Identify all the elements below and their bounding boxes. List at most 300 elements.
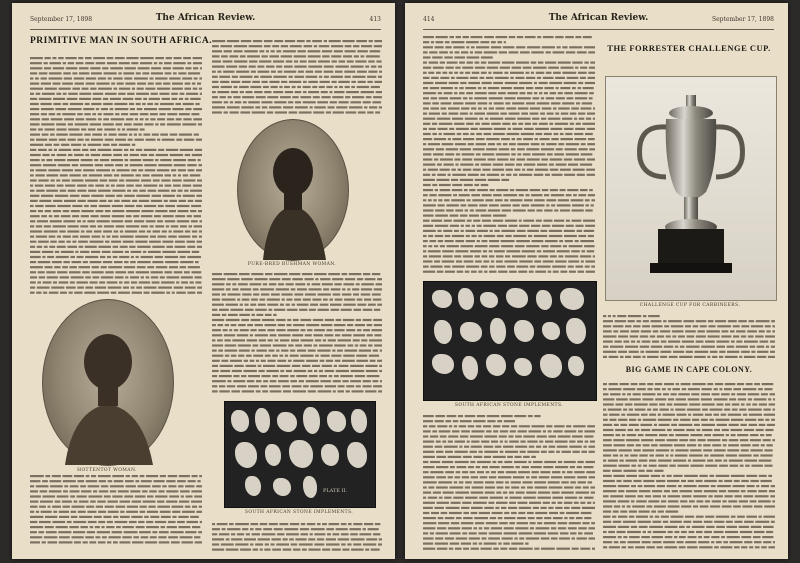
text-line-segment [346,91,359,93]
text-line-segment [260,549,263,551]
text-line-segment [282,299,285,301]
text-line-segment [278,324,285,326]
text-line-segment [483,87,486,89]
text-line-segment [468,174,479,176]
text-line-segment [519,507,531,509]
text-line-segment [308,538,315,540]
text-line-segment [463,169,472,171]
text-line-segment [292,334,303,336]
text-line-segment [280,370,284,372]
column-text [603,381,775,551]
text-line-segment [578,271,585,273]
text-line-segment [147,103,153,105]
text-line-segment [242,299,250,301]
text-line-segment [689,454,703,456]
text-line-segment [719,356,723,358]
text-line-segment [79,72,90,74]
text-line-segment [467,441,470,443]
text-line-segment [99,490,108,492]
text-line-segment [507,92,518,94]
text-line-segment [662,475,665,477]
text-line-segment [348,523,352,525]
text-line-segment [378,543,382,545]
text-line-segment [455,51,460,53]
text-line-segment [43,164,56,166]
text-line-segment [648,500,659,502]
text-line-segment [726,521,733,523]
text-line-segment [676,398,686,400]
text-line-segment [165,220,176,222]
text-line-segment [69,271,81,273]
text-line-segment [439,184,451,186]
text-line-segment [484,456,491,458]
text-line-segment [63,490,68,492]
text-line-segment [711,541,714,543]
text-line-segment [456,537,468,539]
text-line-segment [531,204,545,206]
text-line-segment [363,543,376,545]
text-line-segment [423,502,435,504]
text-line-segment [566,194,572,196]
text-line-segment [364,106,367,108]
text-line-segment [256,380,262,382]
text-line-segment [103,261,112,263]
text-line-segment [672,388,680,390]
text-line-segment [466,235,470,237]
text-line-segment [248,385,259,387]
text-line-segment [743,414,747,416]
text-line-segment [484,507,494,509]
text-line-segment [484,527,489,529]
text-line-segment [42,154,49,156]
text-line-segment [423,189,433,191]
text-line-segment [548,532,559,534]
text-line-segment [657,335,664,337]
text-line-segment [290,375,295,377]
text-line-segment [556,148,563,150]
text-line-segment [331,76,343,78]
text-line-segment [226,283,231,285]
text-line-segment [169,230,172,232]
text-line-segment [251,350,254,352]
text-line-segment [134,134,137,136]
article-title: THE FORRESTER CHALLENGE CUP. [607,43,771,53]
text-line-segment [643,320,649,322]
text-line-segment [251,273,263,275]
text-line-segment [445,46,451,48]
text-line-segment [536,133,543,135]
text-line-segment [111,185,115,187]
text-line-segment [99,200,106,202]
text-line-segment [124,195,135,197]
text-line-segment [361,293,371,295]
text-line-segment [293,549,301,551]
text-line-segment [478,87,482,89]
text-line-segment [465,209,469,211]
text-line-segment [675,346,678,348]
text-line-segment [603,383,607,385]
text-line-segment [653,409,658,411]
text-line-segment [80,251,89,253]
text-line-segment [352,288,359,290]
text-line-segment [353,543,361,545]
text-line-segment [639,490,650,492]
text-line-segment [500,548,507,550]
text-line-segment [262,81,268,83]
text-line-segment [649,454,654,456]
text-line-segment [182,123,196,125]
text-line-segment [764,388,772,390]
text-line-segment [520,441,525,443]
text-line-segment [440,189,451,191]
text-line-segment [174,287,184,289]
text-line-segment [526,245,539,247]
text-line-segment [744,356,756,358]
text-line-segment [132,200,137,202]
text-line-segment [682,341,694,343]
text-line-segment [617,531,626,533]
text-line-segment [118,134,127,136]
text-line-segment [501,507,506,509]
text-line-segment [314,106,326,108]
text-line-segment [539,92,542,94]
text-line-segment [423,113,427,115]
text-line-segment [552,225,564,227]
text-line-segment [283,106,293,108]
text-line-segment [98,118,102,120]
text-line-segment [347,288,350,290]
text-line-segment [475,164,479,166]
text-line-segment [546,425,552,427]
text-line-segment [318,390,332,392]
text-line-segment [57,236,61,238]
text-line-segment [423,476,435,478]
text-line-segment [91,271,103,273]
text-line-segment [668,495,681,497]
text-line-segment [166,501,177,503]
text-line-segment [481,164,492,166]
text-line-segment [187,246,195,248]
text-line-segment [517,517,526,519]
text-line-segment [177,521,185,523]
text-line-segment [342,360,355,362]
text-line-segment [234,50,243,52]
text-line-segment [157,88,170,90]
text-line-segment [374,344,382,346]
text-line-segment [98,521,105,523]
text-line-segment [533,97,540,99]
text-line-segment [492,461,496,463]
text-line-segment [38,149,47,151]
text-line-segment [456,153,460,155]
text-line-segment [173,230,183,232]
text-line-segment [281,293,292,295]
text-line-segment [710,351,718,353]
text-line-segment [628,320,635,322]
text-line-segment [322,549,330,551]
text-line-segment [484,133,492,135]
text-line-segment [528,517,535,519]
text-line-segment [223,329,228,331]
text-line-segment [136,271,149,273]
text-line-segment [185,485,194,487]
text-line-segment [729,465,738,467]
text-line-segment [423,128,427,130]
text-line-segment [314,273,327,275]
text-line-segment [489,476,497,478]
text-line-segment [149,490,157,492]
text-line-segment [542,107,552,109]
text-line-segment [284,528,298,530]
text-line-segment [321,324,332,326]
text-line-segment [130,276,139,278]
text-line-segment [53,200,62,202]
text-line-segment [680,419,690,421]
text-line-segment [526,72,530,74]
text-line-segment [532,240,544,242]
text-line-segment [635,409,646,411]
text-line-segment [212,96,218,98]
text-line-segment [179,200,186,202]
text-line-segment [217,523,228,525]
text-line-segment [81,490,91,492]
text-line-segment [355,375,366,377]
text-line-segment [603,531,607,533]
text-line-segment [423,471,429,473]
text-line-segment [73,149,81,151]
text-line-segment [289,273,300,275]
text-line-segment [773,398,775,400]
text-line-segment [122,128,125,130]
text-line-segment [651,444,658,446]
text-line-segment [376,283,383,285]
text-line-segment [589,148,595,150]
text-line-segment [143,98,147,100]
text-line-segment [212,375,217,377]
text-line-segment [115,164,123,166]
text-line-segment [185,108,191,110]
text-line-segment [509,502,516,504]
text-line-segment [432,184,437,186]
text-line-segment [484,451,498,453]
text-line-segment [603,490,617,492]
text-line-segment [50,134,55,136]
text-line-segment [620,424,627,426]
text-line-segment [278,71,283,73]
text-line-segment [193,67,198,69]
text-line-segment [67,246,77,248]
text-line-segment [437,118,451,120]
text-line-segment [313,96,320,98]
text-line-segment [442,143,454,145]
text-line-segment [575,225,583,227]
text-line-segment [212,60,221,62]
text-line-segment [548,481,560,483]
text-line-segment [767,424,775,426]
text-line-segment [326,360,333,362]
text-line-segment [246,533,250,535]
text-line-segment [276,50,281,52]
text-line-segment [309,309,316,311]
text-line-segment [475,522,484,524]
text-line-segment [523,497,536,499]
text-line-segment [626,490,637,492]
text-line-segment [198,531,202,533]
text-line-segment [85,179,98,181]
text-line-segment [528,235,532,237]
text-line-segment [451,41,464,43]
text-line-segment [603,419,608,421]
text-line-segment [219,309,229,311]
stone-implements-plate [224,401,376,508]
text-line-segment [476,425,482,427]
text-line-segment [537,77,541,79]
text-line-segment [101,276,113,278]
text-line-segment [317,350,330,352]
text-line-segment [463,255,473,257]
text-line-segment [179,475,190,477]
text-line-segment [719,388,722,390]
text-line-segment [115,57,125,59]
text-line-segment [470,250,481,252]
text-line-segment [699,546,712,548]
text-line-segment [649,403,657,405]
text-line-segment [423,548,435,550]
text-line-segment [465,72,470,74]
text-line-segment [750,434,759,436]
text-line-segment [589,67,595,69]
text-line-segment [505,441,508,443]
text-line-segment [186,495,193,497]
text-line-segment [543,430,546,432]
text-line-segment [105,241,110,243]
text-line-segment [761,485,769,487]
text-line-segment [324,76,329,78]
text-line-segment [186,241,195,243]
text-line-segment [369,355,379,357]
text-line-segment [668,531,673,533]
text-line-segment [346,385,354,387]
text-line-segment [462,502,471,504]
text-line-segment [471,107,476,109]
text-line-segment [193,108,202,110]
text-line-segment [160,475,166,477]
text-line-segment [655,383,662,385]
text-line-segment [732,403,740,405]
text-line-segment [326,543,340,545]
text-line-segment [603,516,611,518]
text-line-segment [726,434,729,436]
text-line-segment [475,123,480,125]
text-line-segment [212,319,224,321]
text-line-segment [423,225,433,227]
text-line-segment [722,330,729,332]
flint-tool [277,412,297,432]
text-line-segment [647,505,653,507]
text-line-segment [42,256,45,258]
text-line-segment [368,60,375,62]
text-line-segment [239,86,249,88]
text-lines [30,55,202,295]
text-line-segment [302,549,307,551]
text-line-segment [479,128,492,130]
text-line-segment [247,380,254,382]
text-line-segment [212,314,220,316]
text-line-segment [558,502,563,504]
text-line-segment [445,537,454,539]
text-line-segment [264,45,271,47]
text-line-segment [511,543,523,545]
text-line-segment [447,62,458,64]
text-line-segment [149,98,160,100]
text-line-segment [437,179,450,181]
text-line-segment [428,250,441,252]
text-line-segment [37,287,50,289]
text-line-segment [516,189,528,191]
text-line-segment [465,102,476,104]
text-line-segment [666,335,671,337]
text-line-segment [367,324,373,326]
text-line-segment [81,230,85,232]
text-line-segment [488,537,500,539]
text-line-segment [121,174,134,176]
text-line-segment [310,533,313,535]
text-line-segment [125,220,133,222]
text-line-segment [497,420,502,422]
text-line-segment [230,360,242,362]
text-line-segment [512,138,516,140]
text-line-segment [625,454,629,456]
text-line-segment [496,107,505,109]
text-line-segment [158,190,170,192]
text-line-segment [269,283,277,285]
text-line-segment [379,365,382,367]
text-line-segment [45,185,55,187]
text-line-segment [593,502,595,504]
text-line-segment [180,490,190,492]
text-line-segment [439,133,442,135]
text-line-segment [527,230,539,232]
text-line-segment [500,204,511,206]
text-line-segment [77,220,81,222]
text-line-segment [137,261,150,263]
text-line-segment [423,138,432,140]
text-line-segment [212,538,224,540]
text-line-segment [711,536,719,538]
text-line-segment [259,50,264,52]
text-line-segment [36,292,41,294]
text-line-segment [347,60,354,62]
text-line-segment [463,456,472,458]
text-line-segment [260,344,271,346]
text-line-segment [603,393,609,395]
text-line-segment [448,456,462,458]
text-line-segment [96,108,99,110]
text-line-segment [736,341,742,343]
text-line-segment [716,516,729,518]
text-line-segment [766,434,772,436]
text-line-segment [667,485,677,487]
text-line-segment [578,87,582,89]
text-line-segment [623,470,636,472]
text-line-segment [248,101,260,103]
text-line-segment [234,329,238,331]
text-line-segment [212,523,215,525]
text-line-segment [528,209,535,211]
text-line-segment [609,356,619,358]
text-line-segment [329,523,340,525]
text-line-segment [555,466,568,468]
